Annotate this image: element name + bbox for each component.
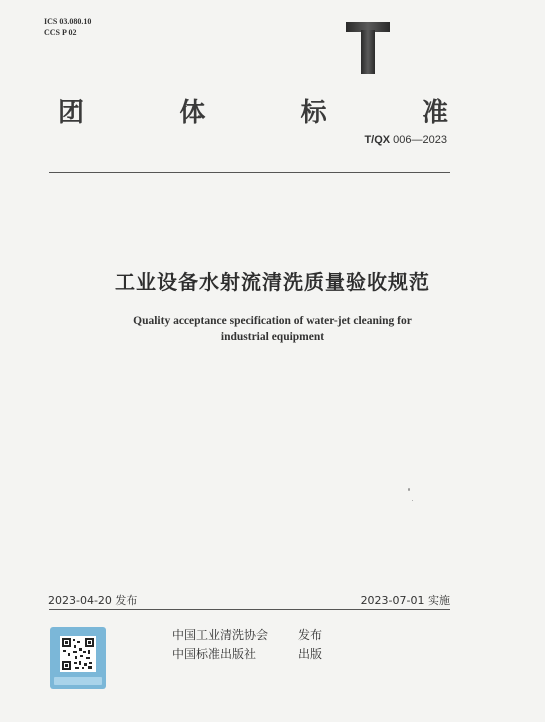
- title-english: [0, 313, 545, 345]
- qr-label-strip: [54, 677, 102, 685]
- publisher-org: 中国工业清洗协会: [172, 628, 269, 642]
- publisher-action: 出版: [298, 647, 323, 661]
- title-english-line-1: Quality acceptance specification of water-jet cleaning for: [133, 315, 412, 327]
- std-type-char-2: 体: [179, 98, 208, 128]
- ics-code: ICS 03.080.10: [44, 17, 92, 26]
- qr-code-icon: [60, 636, 96, 672]
- standard-number: [364, 134, 447, 146]
- standard-type: [58, 92, 450, 129]
- classification-codes: [44, 16, 91, 38]
- issue-date: 2023-04-20 发布: [48, 594, 138, 607]
- scan-speck: [408, 488, 410, 491]
- std-type-char-4: 准: [421, 98, 450, 128]
- top-divider: [49, 172, 450, 173]
- implement-date: 2023-07-01 实施: [360, 594, 450, 607]
- publisher-row: [172, 645, 338, 664]
- publishers: [172, 626, 338, 664]
- t-logo-icon: [346, 22, 390, 74]
- publisher-action: 发布: [298, 628, 323, 642]
- std-no-suffix: 006—2023: [393, 134, 447, 146]
- std-type-char-1: 团: [58, 98, 87, 128]
- publisher-org: 中国标准出版社: [172, 647, 257, 661]
- bottom-divider: [49, 609, 450, 610]
- scan-speck: [412, 500, 413, 501]
- std-no-prefix: T/QX: [364, 134, 391, 146]
- qr-anti-counterfeit-label[interactable]: [50, 627, 106, 689]
- title-chinese: 工业设备水射流清洗质量验收规范: [115, 270, 430, 294]
- std-type-char-3: 标: [300, 98, 329, 128]
- ccs-code: CCS P 02: [44, 28, 77, 37]
- publisher-row: [172, 626, 338, 645]
- title-english-line-2: industrial equipment: [220, 331, 325, 343]
